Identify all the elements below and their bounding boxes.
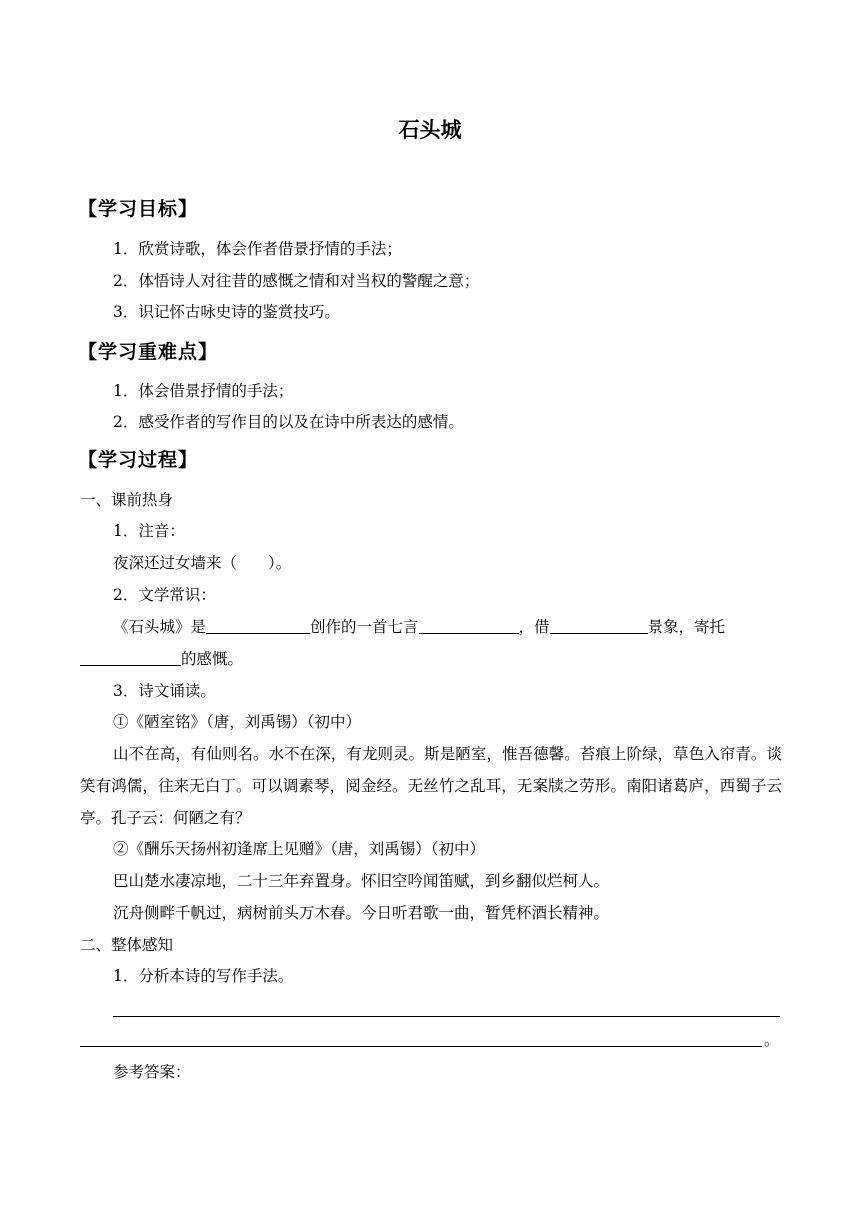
fill-text: 景象，寄托 <box>647 618 726 636</box>
blank-feeling[interactable] <box>80 650 181 666</box>
poem2-line-1: 巴山楚水凄凉地，二十三年弃置身。怀旧空吟闻笛赋，到乡翻似烂柯人。 <box>113 872 610 890</box>
section2-label: 二、整体感知 <box>80 936 174 954</box>
process-heading: 【学习过程】 <box>78 449 199 471</box>
answer-end-mark: 。 <box>764 1031 780 1049</box>
reference-answer-label: 参考答案： <box>113 1063 191 1081</box>
objective-item-1: 1．欣赏诗歌，体会作者借景抒情的手法； <box>113 240 402 258</box>
recitation-label: 3．诗文诵读。 <box>113 682 216 700</box>
objective-item-3: 3．识记怀古咏史诗的鉴赏技巧。 <box>113 303 340 321</box>
fill-blank-line-1 <box>113 617 725 637</box>
fill-text: 的感慨。 <box>181 650 244 668</box>
section1-label: 一、课前热身 <box>80 491 174 509</box>
pronunciation-label: 1．注音： <box>113 522 185 540</box>
page-title: 石头城 <box>398 118 462 142</box>
key-point-item-2: 2．感受作者的写作目的以及在诗中所表达的感情。 <box>113 413 464 431</box>
literary-knowledge-label: 2．文学常识： <box>113 586 216 604</box>
poem2-title: ②《酬乐天扬州初逢席上见赠》（唐，刘禹锡）（初中） <box>113 840 486 858</box>
blank-author[interactable] <box>206 618 310 634</box>
answer-line-1[interactable] <box>113 1016 780 1017</box>
blank-scene[interactable] <box>550 618 648 634</box>
objectives-heading: 【学习目标】 <box>78 198 199 220</box>
key-points-heading: 【学习重难点】 <box>78 341 219 363</box>
key-point-item-1: 1．体会借景抒情的手法； <box>113 382 294 400</box>
blank-form[interactable] <box>419 618 519 634</box>
poem1-text: 山不在高，有仙则名。水不在深，有龙则灵。斯是陋室，惟吾德馨。苔痕上阶绿，草色入帘青。谈笑有鸿儒，往来无白丁。可以调素琴，阅金经。无丝竹之乱耳，无案牍之劳形。南阳诸葛庐，西蜀子云亭。孔子云：何陋之有？ <box>80 745 782 827</box>
fill-text: 创作的一首七言 <box>310 618 419 636</box>
poem1-title: ①《陋室铭》（唐，刘禹锡）（初中） <box>113 713 362 731</box>
pronunciation-question: 夜深还过女墙来（ ）。 <box>113 554 292 572</box>
fill-text: ，借 <box>518 618 550 636</box>
writing-technique-question: 1．分析本诗的写作手法。 <box>113 967 294 985</box>
answer-line-2[interactable] <box>80 1046 762 1047</box>
poem2-line-2: 沉舟侧畔千帆过，病树前头万木春。今日听君歌一曲，暂凭杯酒长精神。 <box>113 904 610 922</box>
objective-item-2: 2．体悟诗人对往昔的感慨之情和对当权的警醒之意； <box>113 272 480 290</box>
fill-blank-line-2 <box>80 649 243 669</box>
fill-text: 《石头城》是 <box>113 618 207 636</box>
